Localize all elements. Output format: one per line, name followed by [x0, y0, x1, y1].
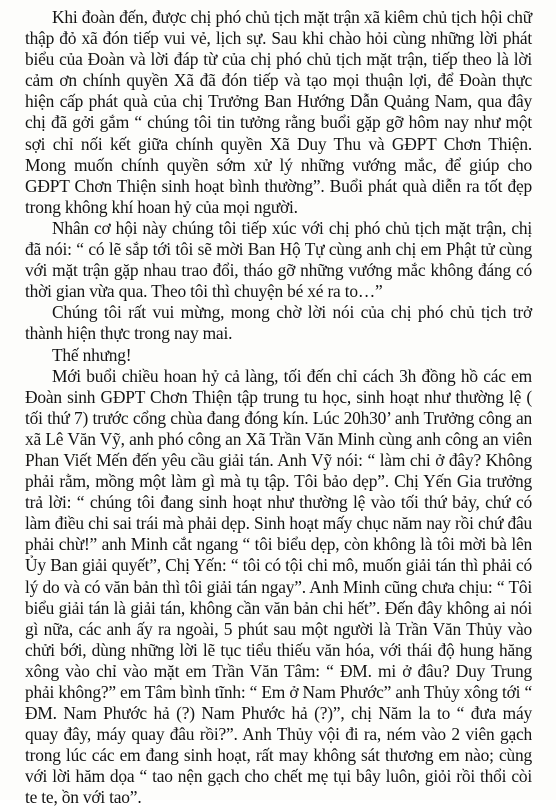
paragraph-welcome: Khi đoàn đến, được chị phó chủ tịch mặt trận xã kiêm chủ tịch hội chữ thập đỏ xã đón tiếp vui vẻ, lịch sự. Sau khi chào hỏi cùng những lời phát biểu của Đoàn và lời đáp từ của chị phó chủ tịch mặt trận, tiếp theo là lời cảm ơn chính quyền Xã đã đón tiếp và tạo mọi thuận lợi, để Đoàn thực hiện cấp phát quà của chị Trưởng Ban Hướng Dẫn Quảng Nam, qua đây chị đã gởi gắm “ chúng tôi tin tưởng rằng buổi gặp gỡ hôm nay như một sợi chỉ nối kết giữa chính quyền Xã Duy Thu và GĐPT Chơn Thiện. Mong muốn chính quyền sớm xử lý những vướng mắc, để giúp cho GĐPT Chơn Thiện sinh hoạt bình thường”. Buổi phát quà diễn ra tốt đẹp trong không khí hoan hỷ của mọi người.	[25, 7, 532, 217]
paragraph-hope: Chúng tôi rất vui mừng, mong chờ lời nói của chị phó chủ tịch trở thành hiện thực trong nay mai.	[25, 302, 532, 344]
paragraph-vice-chair-statement: Nhân cơ hội này chúng tôi tiếp xúc với chị phó chủ tịch mặt trận, chị đã nói: “ có lẽ sắp tới tôi sẽ mời Ban Hộ Tự cùng anh chị em Phật tử cùng với mặt trận gặp nhau trao đổi, tháo gỡ những vướng mắc không đáng có thời gian vừa qua. Theo tôi thì chuyện bé xé ra to…”	[25, 217, 532, 302]
paragraph-incident: Mới buổi chiều hoan hỷ cả làng, tối đến chỉ cách 3h đồng hồ các em Đoàn sinh GĐPT Chơn Thiện tập trung tu học, sinh hoạt như thường lệ ( tối thứ 7) trước cổng chùa đang đóng kín. Lúc 20h30’ anh Trưởng công an xã Lê Văn Vỹ, anh phó công an Xã Trần Văn Minh cùng anh công an viên Phan Viết Mến đến yêu cầu giải tán. Anh Vỹ nói: “ làm chi ở đây? Không phải rằm, mồng một làm gì mà tụ tập. Tôi bảo dẹp”. Chị Yến Gia trưởng trả lời: “ chúng tôi đang sinh hoạt như thường lệ vào tối thứ bảy, chứ có làm điều chi sai trái mà phải dẹp. Sinh hoạt mấy chục năm nay rồi chứ đâu phải chừ!” anh Minh cắt ngang “ tôi biểu dẹp, còn không là tôi mời bà lên Ủy Ban giải quyết”, Chị Yến: “ tôi có tội chi mô, muốn giải tán thì phải có lý do và có văn bản thì tôi giải tán ngay”. Anh Minh cũng chưa chịu: “ Tôi biểu giải tán là giải tán, không cần văn bản chi hết”. Đến đây không ai nói gì nữa, các anh ấy ra ngoài, 5 phút sau một người là Trần Văn Thủy vào chửi bới, dùng những lời lẽ tục tiểu thiếu văn hóa, với thái độ hung hăng xông vào chỉ vào mặt em Trần Văn Tâm: “ ĐM. mi ở đâu? Duy Trung phải không?” em Tâm bình tĩnh: “ Em ở Nam Phước” anh Thủy xông tới “ ĐM. Nam Phước hả (?) Nam Phước hả (?)”, chị Năm la to “ đưa máy quay đây, máy quay đâu rồi?”. Anh Thủy vội đi ra, ném vào 2 viên gạch trong lúc các em đang sinh hoạt, rất may không sát thương em nào; cùng với lời hăm dọa “ tao nện gạch cho chết mẹ tụi bây luôn, giỏi rồi thổi còi te te, ồn với tao”.	[25, 365, 532, 808]
paragraph-however: Thế nhưng!	[52, 344, 132, 365]
